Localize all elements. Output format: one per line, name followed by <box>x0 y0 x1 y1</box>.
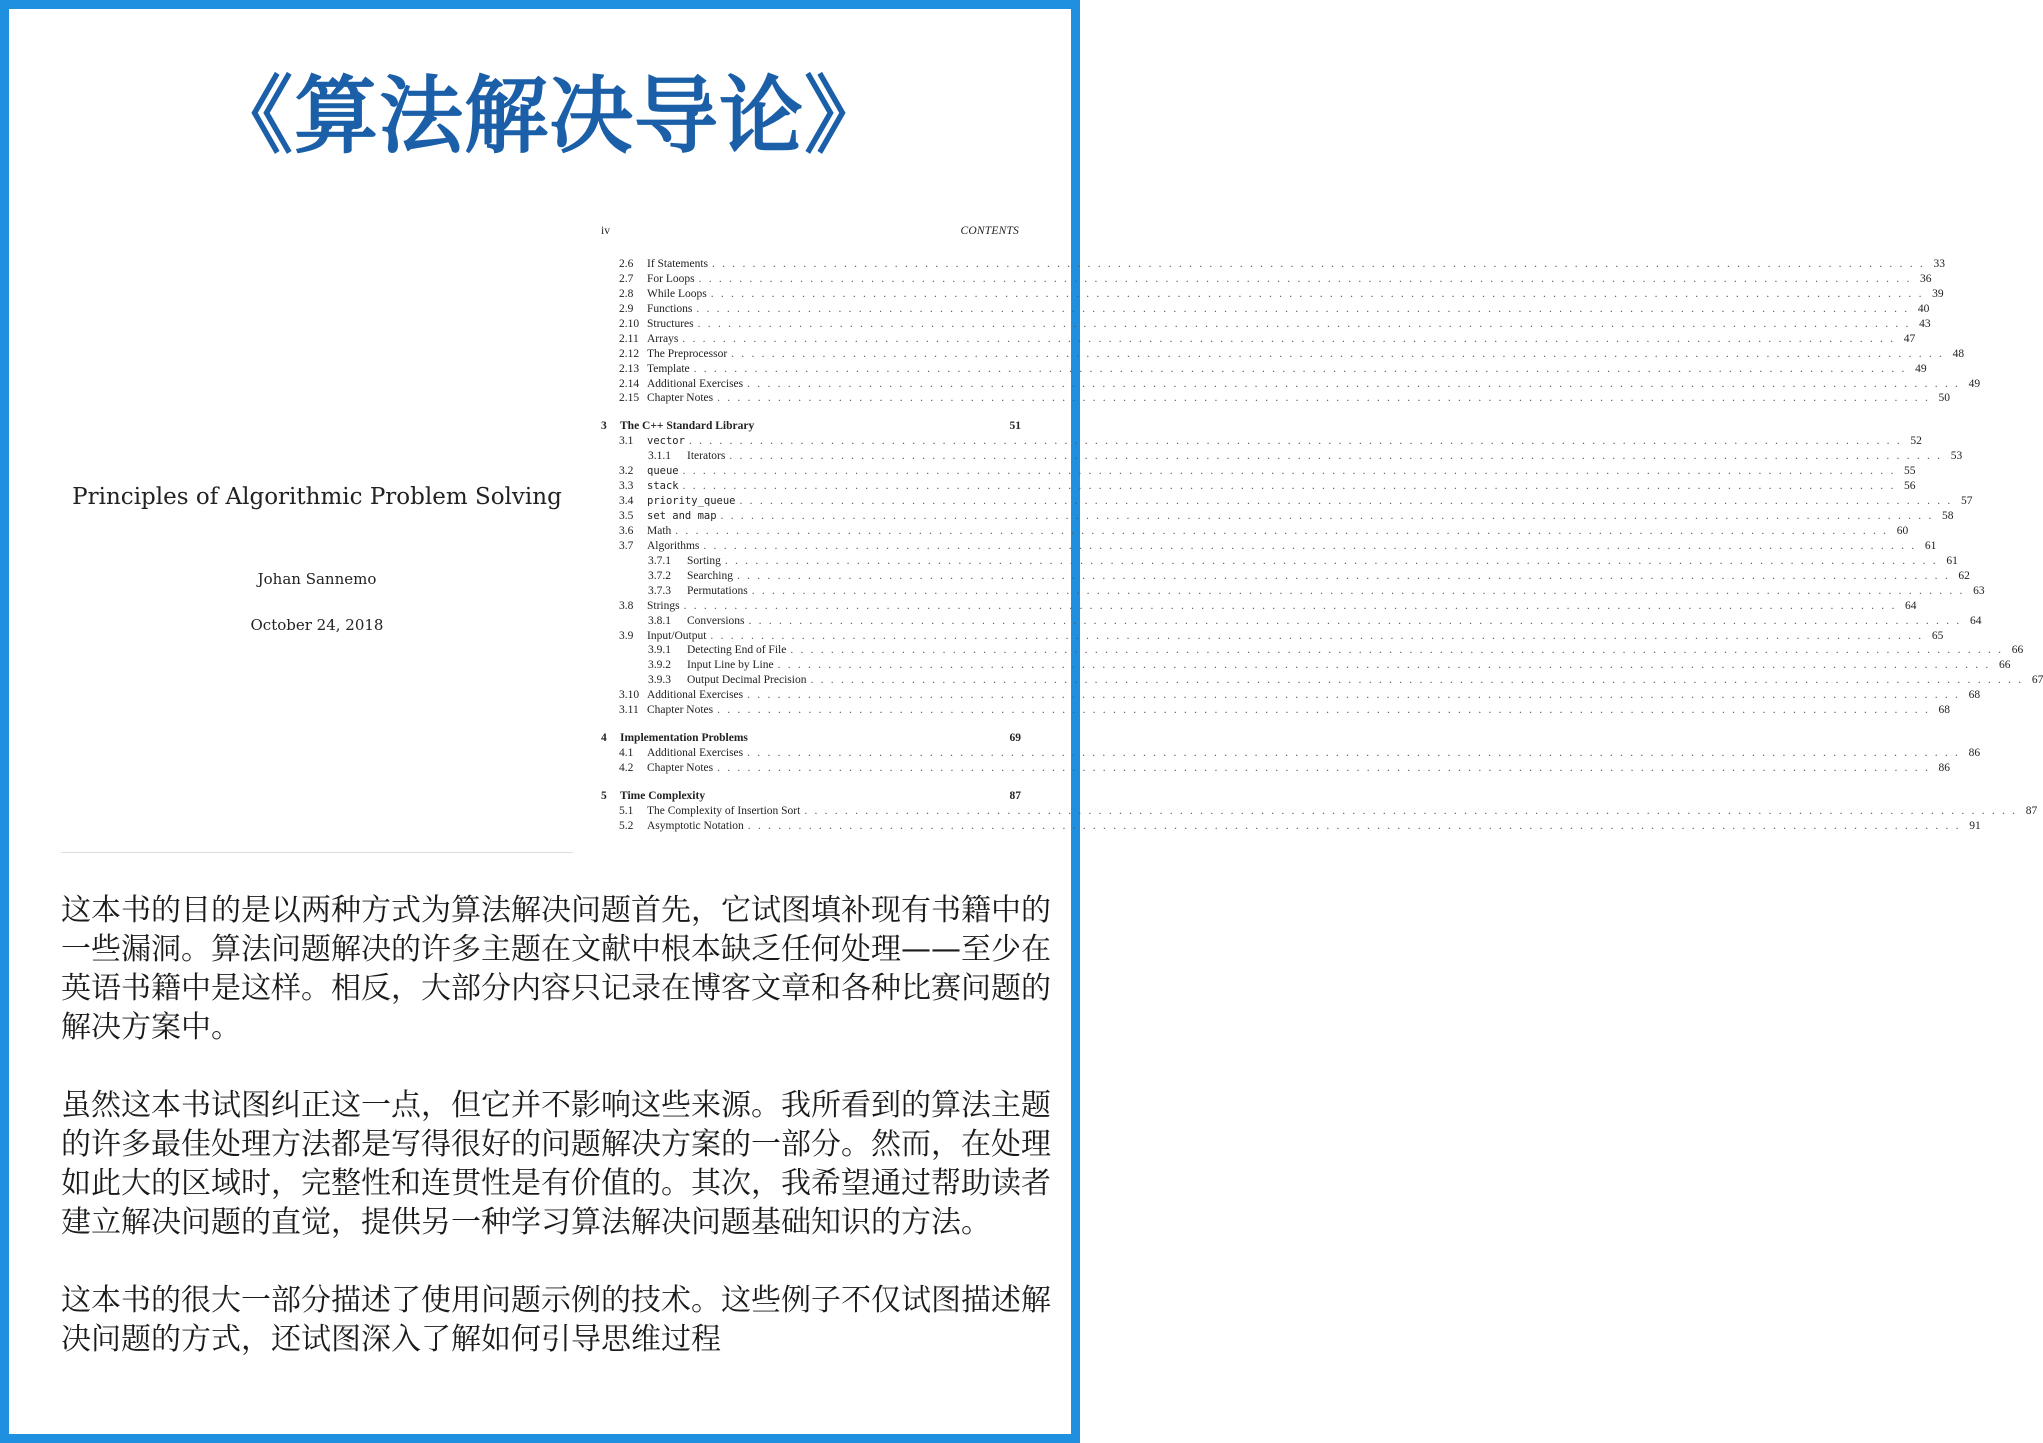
toc-entry-page: 65 <box>1931 629 1944 642</box>
toc-entry-page: 56 <box>1904 480 1916 493</box>
toc-entry-title: Arrays <box>647 332 679 345</box>
leader-dots: . . . . . . . . . . . . . . . . . . . . . . . . . . . . . . . . . . . . . . . . . . . . . . . . . . . . . . . . . . . . . . . . . . . . . . . . . . . . . . . . . . . . . . . . . . . . . . . . . . . . . . . . . . . . . . . . . . . . . . . . <box>682 332 1896 345</box>
toc-entry-number: 2.10 <box>619 317 640 330</box>
toc-entry-page: 86 <box>1938 762 1951 774</box>
toc-entry[interactable] <box>601 377 1981 392</box>
toc-entry-title: stack <box>647 480 679 493</box>
leader-dots: . . . . . . . . . . . . . . . . . . . . . . . . . . . . . . . . . . . . . . . . . . . . . . . . . . . . . . . . . . . . . . . . . . . . . . . . . . . . . . . . . . . . . . . . . . . . . . . . . . . . . . . . . . . . . . . . . . . . . . . . <box>717 762 1931 774</box>
toc-entry-title: The C++ Standard Library <box>620 420 755 433</box>
leader-dots: . . . . . . . . . . . . . . . . . . . . . . . . . . . . . . . . . . . . . . . . . . . . . . . . . . . . . . . . . . . . . . . . . . . . . . . . . . . . . . . . . . . . . . . . . . . . . . . . . . . . . . . . . . . . . . . . . . . . . . . . <box>724 554 1938 567</box>
toc-entry-number: 3.8 <box>619 599 634 612</box>
toc-entry[interactable] <box>601 688 1981 703</box>
toc-entry-page: 50 <box>1938 392 1951 405</box>
toc-entry-page: 47 <box>1903 332 1916 345</box>
toc-entry[interactable] <box>601 673 2043 688</box>
toc-entry-title: Permutations <box>687 584 748 597</box>
toc-entry-page: 52 <box>1910 435 1922 448</box>
toc-entry[interactable] <box>601 272 1932 287</box>
toc-entry-number: 3.3 <box>619 480 634 493</box>
toc-entry-page: 49 <box>1915 362 1927 375</box>
toc-entry[interactable] <box>601 332 1916 347</box>
toc-chapter-heading[interactable] <box>601 419 1021 434</box>
toc-entry-title: Asymptotic Notation <box>647 819 744 832</box>
description-text <box>61 891 1051 1398</box>
toc-entry-title: Chapter Notes <box>647 392 714 405</box>
leader-dots: . . . . . . . . . . . . . . . . . . . . . . . . . . . . . . . . . . . . . . . . . . . . . . . . . . . . . . . . . . . . . . . . . . . . . . . . . . . . . . . . . . . . . . . . . . . . . . . . . . . . . . . . . . . . . . . . . . . . . . . . <box>720 510 1934 522</box>
toc-entry-title: Additional Exercises <box>647 747 744 760</box>
toc-chapter-heading[interactable] <box>601 731 1021 746</box>
leader-dots: . . . . . . . . . . . . . . . . . . . . . . . . . . . . . . . . . . . . . . . . . . . . . . . . . . . . . . . . . . . . . . . . . . . . . . . . . . . . . . . . . . . . . . . . . . . . . . . . . . . . . . . . . . . . . . . . . . . . . . . . <box>697 317 1911 330</box>
leader-dots: . . . . . . . . . . . . . . . . . . . . . . . . . . . . . . . . . . . . . . . . . . . . . . . . . . . . . . . . . . . . . . . . . . . . . . . . . . . . . . . . . . . . . . . . . . . . . . . . . . . . . . . . . . . . . . . . . . . . . . . . <box>777 659 1991 672</box>
toc-entry[interactable] <box>601 761 1951 776</box>
toc-entry-number: 2.15 <box>619 392 640 405</box>
paragraph: 这本书的目的是以两种方式为算法解决问题首先，它试图填补现有书籍中的一些漏洞。算法问题解决的许多主题在文献中根本缺乏任何处理——至少在英语书籍中是这样。相反，大部分内容只记录在博客文章和各种比赛问题的解决方案中。 <box>61 893 1051 1045</box>
toc-entry-title: vector <box>647 435 685 448</box>
toc-entry-page: 61 <box>1946 554 1958 567</box>
toc-chapter <box>601 419 2043 718</box>
leader-dots: . . . . . . . . . . . . . . . . . . . . . . . . . . . . . . . . . . . . . . . . . . . . . . . . . . . . . . . . . . . . . . . . . . . . . . . . . . . . . . . . . . . . . . . . . . . . . . . . . . . . . . . . . . . . . . . . . . . . . . . . <box>747 689 1961 702</box>
toc-entry-title: Strings <box>647 599 680 612</box>
toc-entry-title: Implementation Problems <box>620 732 748 745</box>
toc-entry-page: 39 <box>1932 287 1944 300</box>
toc-entry-number: 3.8.1 <box>648 614 671 627</box>
toc-entry-page: 62 <box>1958 569 1970 582</box>
leader-dots: . . . . . . . . . . . . . . . . . . . . . . . . . . . . . . . . . . . . . . . . . . . . . . . . . . . . . . . . . . . . . . . . . . . . . . . . . . . . . . . . . . . . . . . . . . . . . . . . . . . . . . . . . . . . . . . . . . . . . . . . <box>712 258 1925 270</box>
toc-chapter-heading[interactable] <box>601 789 1021 804</box>
toc-entry-number: 5 <box>601 789 607 802</box>
leader-dots: . . . . . . . . . . . . . . . . . . . . . . . . . . . . . . . . . . . . . . . . . . . . . . . . . . . . . . . . . . . . . . . . . . . . . . . . . . . . . . . . . . . . . . . . . . . . . . . . . . . . . . . . . . . . . . . . . . . . . . . . <box>710 287 1924 300</box>
toc-entry-title: Time Complexity <box>620 789 706 802</box>
toc-chapter <box>601 257 1981 406</box>
page-title: 《算法解决导论》 <box>208 67 889 165</box>
toc-entry-number: 3.9.3 <box>648 674 671 687</box>
toc-entry-number: 3.7 <box>619 539 634 552</box>
toc-entry-number: 3.7.1 <box>648 554 671 567</box>
toc-entry-page: 51 <box>1009 420 1021 433</box>
toc-entry-number: 2.9 <box>619 302 634 315</box>
toc-entry[interactable] <box>601 524 1909 539</box>
toc-entry-title: Searching <box>687 569 733 582</box>
toc-entry-number: 3.10 <box>619 689 640 702</box>
toc-entry-page: 86 <box>1968 747 1981 760</box>
toc-entry-title: If Statements <box>647 258 708 270</box>
toc-entry-number: 4.2 <box>619 762 634 774</box>
toc-entry-title: While Loops <box>647 287 707 300</box>
toc-entry-number: 2.11 <box>619 332 639 345</box>
toc-entry-page: 48 <box>1952 347 1965 360</box>
toc-entry-number: 2.6 <box>619 258 634 270</box>
toc-entry-number: 4 <box>601 732 607 745</box>
toc-chapter <box>601 789 2038 834</box>
leader-dots: . . . . . . . . . . . . . . . . . . . . . . . . . . . . . . . . . . . . . . . . . . . . . . . . . . . . . . . . . . . . . . . . . . . . . . . . . . . . . . . . . . . . . . . . . . . . . . . . . . . . . . . . . . . . . . . . . . . . . . . . <box>698 272 1912 285</box>
divider <box>61 852 573 853</box>
toc-entry-title: Iterators <box>687 450 726 463</box>
toc-entry-page: 68 <box>1938 704 1951 717</box>
toc-entry-number: 2.7 <box>619 272 634 285</box>
toc-entry[interactable] <box>601 629 1944 644</box>
toc-entry-title: Detecting End of File <box>687 644 787 657</box>
toc-entry-page: 87 <box>2025 804 2038 817</box>
toc-entry[interactable] <box>601 449 1963 464</box>
leader-dots: . . . . . . . . . . . . . . . . . . . . . . . . . . . . . . . . . . . . . . . . . . . . . . . . . . . . . . . . . . . . . . . . . . . . . . . . . . . . . . . . . . . . . . . . . . . . . . . . . . . . . . . . . . . . . . . . . . . . . . . . <box>747 819 1961 832</box>
toc-entry[interactable] <box>601 614 1982 629</box>
toc-entry-number: 3.2 <box>619 465 634 478</box>
leader-dots: . . . . . . . . . . . . . . . . . . . . . . . . . . . . . . . . . . . . . . . . . . . . . . . . . . . . . . . . . . . . . . . . . . . . . . . . . . . . . . . . . . . . . . . . . . . . . . . . . . . . . . . . . . . . . . . . . . . . . . . . <box>682 480 1896 493</box>
toc-entry-number: 3 <box>601 420 607 433</box>
leader-dots: . . . . . . . . . . . . . . . . . . . . . . . . . . . . . . . . . . . . . . . . . . . . . . . . . . . . . . . . . . . . . . . . . . . . . . . . . . . . . . . . . . . . . . . . . . . . . . . . . . . . . . . . . . . . . . . . . . . . . . . . <box>747 377 1961 390</box>
toc-entry[interactable] <box>601 464 1916 479</box>
leader-dots: . . . . . . . . . . . . . . . . . . . . . . . . . . . . . . . . . . . . . . . . . . . . . . . . . . . . . . . . . . . . . . . . . . . . . . . . . . . . . . . . . . . . . . . . . . . . . . . . . . . . . . . . . . . . . . . . . . . . . . . . <box>804 804 2018 817</box>
toc-entry-number: 2.12 <box>619 347 640 360</box>
book-author: Johan Sannemo <box>257 570 377 588</box>
toc-entry-title: Additional Exercises <box>647 689 744 702</box>
toc-entry-title: The Complexity of Insertion Sort <box>647 804 801 817</box>
toc-entry-page: 61 <box>1924 539 1937 552</box>
toc-entry[interactable] <box>601 317 1931 332</box>
toc-entry-title: Output Decimal Precision <box>687 674 807 687</box>
toc-entry-page: 53 <box>1950 450 1963 463</box>
toc-entry-page: 60 <box>1896 524 1909 537</box>
toc-entry-page: 43 <box>1919 317 1931 330</box>
toc-entry-title: Additional Exercises <box>647 377 744 390</box>
leader-dots: . . . . . . . . . . . . . . . . . . . . . . . . . . . . . . . . . . . . . . . . . . . . . . . . . . . . . . . . . . . . . . . . . . . . . . . . . . . . . . . . . . . . . . . . . . . . . . . . . . . . . . . . . . . . . . . . . . . . . . . . <box>736 569 1950 582</box>
toc-entry-title: Structures <box>647 317 694 330</box>
toc-entry-page: 68 <box>1968 689 1981 702</box>
toc-entry-number: 3.1.1 <box>648 450 671 463</box>
toc-entry-title: Math <box>647 524 672 537</box>
toc-entry-title: Functions <box>647 302 693 315</box>
leader-dots: . . . . . . . . . . . . . . . . . . . . . . . . . . . . . . . . . . . . . . . . . . . . . . . . . . . . . . . . . . . . . . . . . . . . . . . . . . . . . . . . . . . . . . . . . . . . . . . . . . . . . . . . . . . . . . . . . . . . . . . . <box>717 704 1931 717</box>
leader-dots: . . . . . . . . . . . . . . . . . . . . . . . . . . . . . . . . . . . . . . . . . . . . . . . . . . . . . . . . . . . . . . . . . . . . . . . . . . . . . . . . . . . . . . . . . . . . . . . . . . . . . . . . . . . . . . . . . . . . . . . . <box>739 495 1953 508</box>
toc-entry[interactable] <box>601 643 2024 658</box>
toc-entry-title: Template <box>647 362 690 375</box>
toc-entry-number: 4.1 <box>619 747 634 760</box>
toc-entry[interactable] <box>601 287 1944 302</box>
toc-entry[interactable] <box>601 569 1970 584</box>
toc-entry[interactable] <box>601 804 2038 819</box>
toc-entry[interactable] <box>601 257 1945 272</box>
leader-dots: . . . . . . . . . . . . . . . . . . . . . . . . . . . . . . . . . . . . . . . . . . . . . . . . . . . . . . . . . . . . . . . . . . . . . . . . . . . . . . . . . . . . . . . . . . . . . . . . . . . . . . . . . . . . . . . . . . . . . . . . <box>731 347 1945 360</box>
toc-entry-number: 2.13 <box>619 362 640 375</box>
leader-dots: . . . . . . . . . . . . . . . . . . . . . . . . . . . . . . . . . . . . . . . . . . . . . . . . . . . . . . . . . . . . . . . . . . . . . . . . . . . . . . . . . . . . . . . . . . . . . . . . . . . . . . . . . . . . . . . . . . . . . . . . <box>790 644 2004 657</box>
leader-dots: . . . . . . . . . . . . . . . . . . . . . . . . . . . . . . . . . . . . . . . . . . . . . . . . . . . . . . . . . . . . . . . . . . . . . . . . . . . . . . . . . . . . . . . . . . . . . . . . . . . . . . . . . . . . . . . . . . . . . . . . <box>682 465 1896 478</box>
toc-entry-number: 2.8 <box>619 287 634 300</box>
toc-entry[interactable] <box>601 584 1985 599</box>
leader-dots: . . . . . . . . . . . . . . . . . . . . . . . . . . . . . . . . . . . . . . . . . . . . . . . . . . . . . . . . . . . . . . . . . . . . . . . . . . . . . . . . . . . . . . . . . . . . . . . . . . . . . . . . . . . . . . . . . . . . . . . . <box>693 362 1907 375</box>
toc-entry-number: 3.9 <box>619 629 634 642</box>
toc-entry[interactable] <box>601 494 1973 509</box>
leader-dots: . . . . . . . . . . . . . . . . . . . . . . . . . . . . . . . . . . . . . . . . . . . . . . . . . . . . . . . . . . . . . . . . . . . . . . . . . . . . . . . . . . . . . . . . . . . . . . . . . . . . . . . . . . . . . . . . . . . . . . . . <box>747 747 1961 760</box>
toc-entry[interactable] <box>601 391 1951 406</box>
toc-entry-title: For Loops <box>647 272 695 285</box>
leader-dots: . . . . . . . . . . . . . . . . . . . . . . . . . . . . . . . . . . . . . . . . . . . . . . . . . . . . . . . . . . . . . . . . . . . . . . . . . . . . . . . . . . . . . . . . . . . . . . . . . . . . . . . . . . . . . . . . . . . . . . . . <box>675 524 1889 537</box>
toc-entry-number: 3.7.2 <box>648 569 671 582</box>
book-cover-page <box>61 214 573 854</box>
toc-entry-page: 69 <box>1009 732 1021 745</box>
paragraph: 这本书的很大一部分描述了使用问题示例的技术。这些例子不仅试图描述解决问题的方式，还试图深入了解如何引导思维过程 <box>61 1283 1051 1357</box>
toc-entry-title: Sorting <box>687 554 721 567</box>
toc-entry-number: 3.5 <box>619 510 634 522</box>
toc-entry[interactable] <box>601 658 2011 673</box>
toc-entry-page: 55 <box>1904 465 1916 478</box>
toc-header <box>601 221 1021 257</box>
toc-entry[interactable] <box>601 509 1954 524</box>
table-of-contents <box>601 221 2043 847</box>
toc-entry[interactable] <box>601 539 1937 554</box>
toc-entry-title: Chapter Notes <box>647 704 714 717</box>
toc-entry[interactable] <box>601 746 1981 761</box>
toc-entry-number: 3.6 <box>619 524 634 537</box>
toc-page-number: iv <box>601 225 610 237</box>
toc-entry-number: 3.7.3 <box>648 584 671 597</box>
leader-dots: . . . . . . . . . . . . . . . . . . . . . . . . . . . . . . . . . . . . . . . . . . . . . . . . . . . . . . . . . . . . . . . . . . . . . . . . . . . . . . . . . . . . . . . . . . . . . . . . . . . . . . . . . . . . . . . . . . . . . . . . <box>683 599 1897 612</box>
toc-entry-title: The Preprocessor <box>647 347 728 360</box>
toc-entry-page: 66 <box>2011 644 2024 657</box>
toc-entry-page: 66 <box>1999 659 2011 672</box>
toc-entry-title: Conversions <box>687 614 745 627</box>
toc-entry-page: 63 <box>1973 584 1985 597</box>
toc-entry-page: 67 <box>2031 674 2043 687</box>
toc-entry-page: 57 <box>1960 495 1973 508</box>
toc-entry-number: 2.14 <box>619 377 640 390</box>
toc-entry[interactable] <box>601 703 1951 718</box>
toc-entry[interactable] <box>601 599 1917 614</box>
toc-entry-title: Input/Output <box>647 629 707 642</box>
book-title: Principles of Algorithmic Problem Solving <box>72 484 562 510</box>
toc-entry-title: Input Line by Line <box>687 659 774 672</box>
toc-entry-page: 58 <box>1941 510 1954 522</box>
toc-entry-page: 64 <box>1969 614 1982 627</box>
toc-entry-number: 3.9.2 <box>648 659 671 672</box>
toc-entry-number: 3.4 <box>619 495 634 508</box>
toc-entry-number: 3.1 <box>619 435 634 448</box>
toc-entry-title: set and map <box>647 510 717 522</box>
toc-entry[interactable] <box>601 554 1958 569</box>
leader-dots: . . . . . . . . . . . . . . . . . . . . . . . . . . . . . . . . . . . . . . . . . . . . . . . . . . . . . . . . . . . . . . . . . . . . . . . . . . . . . . . . . . . . . . . . . . . . . . . . . . . . . . . . . . . . . . . . . . . . . . . . <box>688 435 1902 448</box>
toc-body <box>601 257 2043 834</box>
toc-entry[interactable] <box>601 347 1965 362</box>
leader-dots: . . . . . . . . . . . . . . . . . . . . . . . . . . . . . . . . . . . . . . . . . . . . . . . . . . . . . . . . . . . . . . . . . . . . . . . . . . . . . . . . . . . . . . . . . . . . . . . . . . . . . . . . . . . . . . . . . . . . . . . . <box>729 450 1943 463</box>
toc-running-header: CONTENTS <box>960 225 1019 237</box>
leader-dots: . . . . . . . . . . . . . . . . . . . . . . . . . . . . . . . . . . . . . . . . . . . . . . . . . . . . . . . . . . . . . . . . . . . . . . . . . . . . . . . . . . . . . . . . . . . . . . . . . . . . . . . . . . . . . . . . . . . . . . . . <box>748 614 1962 627</box>
toc-chapter <box>601 731 1981 776</box>
toc-entry-title: Algorithms <box>647 539 700 552</box>
toc-entry-page: 36 <box>1920 272 1932 285</box>
toc-entry-title: queue <box>647 465 679 478</box>
toc-entry-title: priority_queue <box>647 495 736 508</box>
leader-dots: . . . . . . . . . . . . . . . . . . . . . . . . . . . . . . . . . . . . . . . . . . . . . . . . . . . . . . . . . . . . . . . . . . . . . . . . . . . . . . . . . . . . . . . . . . . . . . . . . . . . . . . . . . . . . . . . . . . . . . . . <box>717 392 1931 405</box>
toc-entry-number: 3.11 <box>619 704 639 717</box>
leader-dots: . . . . . . . . . . . . . . . . . . . . . . . . . . . . . . . . . . . . . . . . . . . . . . . . . . . . . . . . . . . . . . . . . . . . . . . . . . . . . . . . . . . . . . . . . . . . . . . . . . . . . . . . . . . . . . . . . . . . . . . . <box>751 584 1965 597</box>
toc-entry[interactable] <box>601 819 1981 834</box>
toc-entry[interactable] <box>601 362 1927 377</box>
toc-entry-page: 33 <box>1933 258 1945 270</box>
toc-entry-page: 87 <box>1009 789 1021 802</box>
toc-entry-title: Chapter Notes <box>647 762 714 774</box>
toc-entry[interactable] <box>601 479 1916 494</box>
toc-entry-number: 5.1 <box>619 804 634 817</box>
leader-dots: . . . . . . . . . . . . . . . . . . . . . . . . . . . . . . . . . . . . . . . . . . . . . . . . . . . . . . . . . . . . . . . . . . . . . . . . . . . . . . . . . . . . . . . . . . . . . . . . . . . . . . . . . . . . . . . . . . . . . . . . <box>810 674 2024 687</box>
leader-dots: . . . . . . . . . . . . . . . . . . . . . . . . . . . . . . . . . . . . . . . . . . . . . . . . . . . . . . . . . . . . . . . . . . . . . . . . . . . . . . . . . . . . . . . . . . . . . . . . . . . . . . . . . . . . . . . . . . . . . . . . <box>703 539 1917 552</box>
toc-entry-page: 91 <box>1969 819 1981 832</box>
toc-entry-number: 5.2 <box>619 819 634 832</box>
toc-entry[interactable] <box>601 302 1930 317</box>
book-date: October 24, 2018 <box>250 616 384 634</box>
leader-dots: . . . . . . . . . . . . . . . . . . . . . . . . . . . . . . . . . . . . . . . . . . . . . . . . . . . . . . . . . . . . . . . . . . . . . . . . . . . . . . . . . . . . . . . . . . . . . . . . . . . . . . . . . . . . . . . . . . . . . . . . <box>696 302 1910 315</box>
toc-entry-page: 40 <box>1917 302 1930 315</box>
paragraph: 虽然这本书试图纠正这一点，但它并不影响这些来源。我所看到的算法主题的许多最佳处理方法都是写得很好的问题解决方案的一部分。然而，在处理如此大的区域时，完整性和连贯性是有价值的。其次，我希望通过帮助读者建立解决问题的直觉，提供另一种学习算法解决问题基础知识的方法。 <box>61 1088 1051 1240</box>
toc-entry-page: 64 <box>1905 599 1917 612</box>
toc-entry[interactable] <box>601 434 1922 449</box>
leader-dots: . . . . . . . . . . . . . . . . . . . . . . . . . . . . . . . . . . . . . . . . . . . . . . . . . . . . . . . . . . . . . . . . . . . . . . . . . . . . . . . . . . . . . . . . . . . . . . . . . . . . . . . . . . . . . . . . . . . . . . . . <box>710 629 1924 642</box>
toc-entry-number: 3.9.1 <box>648 644 671 657</box>
toc-entry-page: 49 <box>1968 377 1981 390</box>
